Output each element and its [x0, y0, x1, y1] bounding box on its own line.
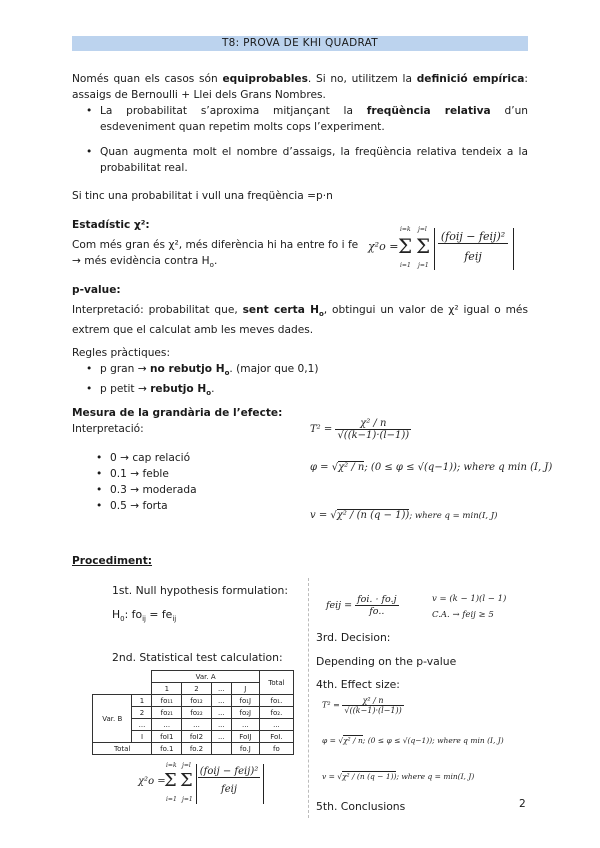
pvalue-heading: p-value: — [72, 284, 121, 296]
cramer-v-formula: v = √χ² / (n (q − 1)); where q = min(I, J) — [310, 510, 498, 521]
list-item: • La probabilitat s’aproxima mitjançant la freqüència relativa d’un esdeveniment quan repetim molts cops l’experiment. — [72, 104, 528, 135]
step5-label: 5th. Conclusions — [316, 800, 406, 813]
chi-formula-small: χ²o = i=k Σ i=1 j=l Σ j=1 (foij − feij)² feij — [138, 762, 268, 806]
list-item: • p petit → rebutjo $H_o$. — [72, 382, 492, 402]
table-row: Total fo.1 fo.2 fo.J fo — [93, 743, 294, 755]
effect-interpretation-label: Interpretació: — [72, 423, 144, 435]
cramer-v-formula-small: v = √χ² / (n (q − 1)); where q = min(I, J) — [322, 772, 475, 781]
step3-label: 3rd. Decision: — [316, 631, 391, 644]
h0-statement: $H_0$: $fo_{ij} = fe_{ij}$ — [112, 608, 177, 624]
list-item: • 0.1 → feble — [82, 466, 282, 482]
phi-formula: φ = √χ² / n; (0 ≤ φ ≤ √(q−1)); where q min (I, J) — [310, 462, 553, 473]
step1-label: 1st. Null hypothesis formulation: — [112, 584, 288, 597]
rules-list — [72, 362, 492, 401]
intro-bullets — [72, 104, 528, 176]
list-item: • p gran → no rebutjo $H_o$. (major que 0,1) — [72, 362, 492, 382]
pvalue-text: Interpretació: probabilitat que, sent certa $H_o$, obtingui un valor de χ² igual o més extrem que el calculat amb les meves dades. — [72, 304, 528, 336]
list-item: • 0 → cap relació — [82, 450, 282, 466]
step2-label: 2nd. Statistical test calculation: — [112, 651, 283, 664]
effect-heading: Mesura de la grandària de l’efecte: — [72, 407, 283, 419]
list-item: • Quan augmenta molt el nombre d’assaigs, la freqüència relativa tendeix a la probabilitat real. — [72, 145, 528, 176]
expected-frequency-formula: feij = $\frac{\text{foi. · fo.j}}{fo..}$ — [326, 594, 397, 617]
column-divider — [308, 578, 309, 818]
page-title: T8: PROVA DE KHI QUADRAT — [72, 36, 528, 51]
degrees-of-freedom: v = (k − 1)(l − 1) — [432, 594, 507, 604]
effect-scale-list — [82, 450, 282, 514]
chi-heading: Estadístic χ²: — [72, 219, 150, 231]
chi-formula: χ²o = i=k Σ i=1 j=l Σ j=1 (foij − feij)² feij — [368, 228, 518, 272]
phi-formula-small: φ = √χ² / n; (0 ≤ φ ≤ √(q−1)); where q min (I, J) — [322, 736, 504, 745]
table-row: ... ... ... ... ... ... — [93, 719, 294, 731]
table-row: I foI1 foI2 ... FoIJ FoI. — [93, 731, 294, 743]
intro-paragraph: Només quan els casos són equiprobables. Si no, utilitzem la definició empírica: assaigs de Bernoulli + Llei dels Grans Nombres. — [72, 73, 528, 101]
application-condition: C.A. → feij ≥ 5 — [432, 610, 494, 620]
tschuprow-formula-small: T² = $\frac{\text{χ² / n}}{√((k-1)\cdot(l-1))}$ — [322, 696, 402, 715]
step3-detail: Depending on the p-value — [316, 655, 457, 668]
contingency-table: Var. A Total 1 2 ... J Var. B 1 fo₁₁ fo₁₂ ... fo₁J fo₁. 2 fo₂₁ fo₂₂ ... fo₂J fo₂. ... ... ... ... ... ... I foI1 foI2 ... FoIJ FoI. Total fo.1 fo.2 fo.J fo — [92, 670, 294, 755]
list-item: • 0.5 → forta — [82, 498, 282, 514]
intro-frequency-note: Si tinc una probabilitat i vull una freqüència =p·n — [72, 190, 333, 202]
table-row: 2 fo₂₁ fo₂₂ ... fo₂J fo₂. — [93, 707, 294, 719]
tschuprow-formula: T² = $\frac{\text{χ² / n}}{√((k-1)\cdot(l-1))}$ — [310, 418, 410, 441]
list-item: • 0.3 → moderada — [82, 482, 282, 498]
rules-heading: Regles pràctiques: — [72, 347, 171, 359]
procedure-heading: Procediment: — [72, 555, 153, 567]
step4-label: 4th. Effect size: — [316, 678, 400, 691]
page-number: 2 — [519, 798, 526, 810]
chi-text: Com més gran és χ², més diferència hi ha entre fo i fe → més evidència contra $H_o$. — [72, 239, 359, 269]
table-row: Var. B 1 fo₁₁ fo₁₂ ... fo₁J fo₁. — [93, 695, 294, 707]
